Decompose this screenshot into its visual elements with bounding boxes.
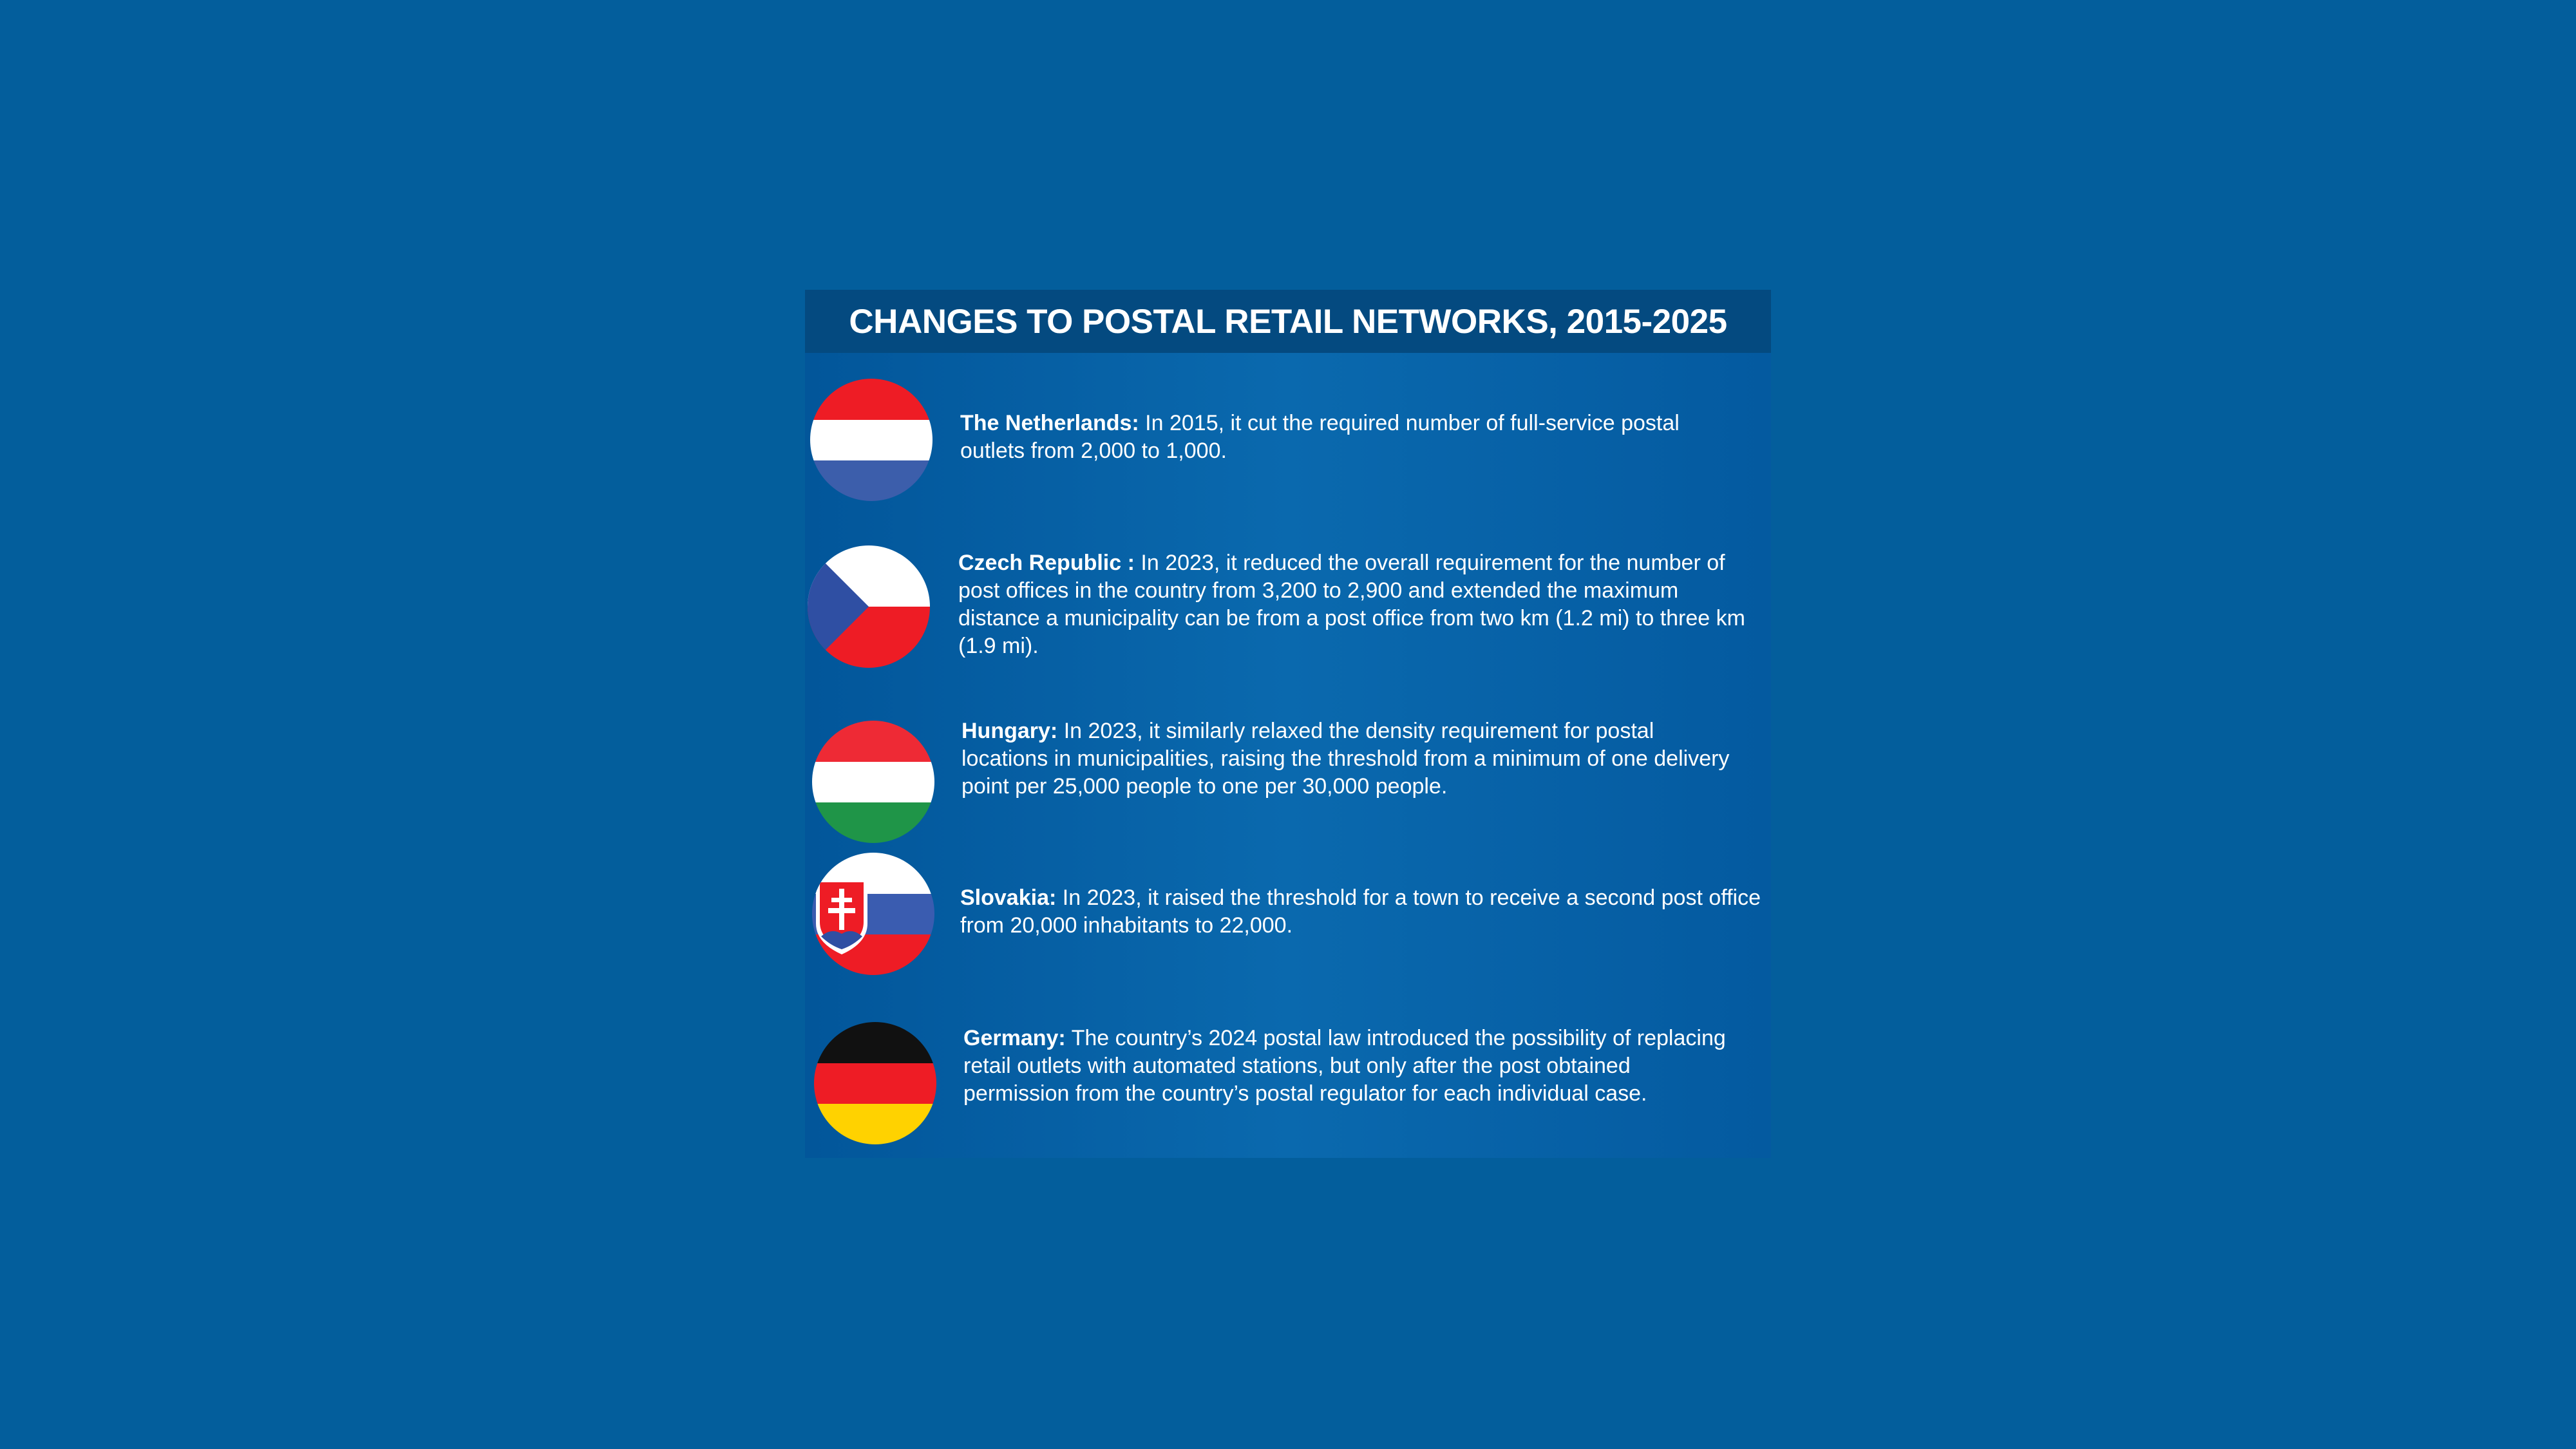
entry-text	[960, 410, 1739, 465]
country-name: The Netherlands:	[960, 411, 1139, 435]
country-name: Czech Republic :	[958, 551, 1135, 575]
czech-flag-icon	[808, 545, 930, 668]
slovakia-flag-icon	[812, 853, 934, 975]
hungary-flag-icon	[812, 721, 934, 843]
entry-description: In 2023, it similarly relaxed the density requirement for postal locations in municipalities, raising the threshold from a minimum of one delivery point per 25,000 people to one per 30,000 people.	[961, 719, 1730, 799]
country-name: Slovakia:	[960, 886, 1057, 910]
entry-text	[958, 549, 1763, 660]
country-name: Hungary:	[961, 719, 1058, 743]
title-bar	[805, 290, 1771, 353]
germany-flag-icon	[814, 1022, 936, 1144]
entry-text	[963, 1025, 1730, 1108]
entry-description: In 2023, it reduced the overall requirement for the number of post offices in the country from 3,200 to 2,900 and extended the maximum distance a municipality can be from a post office from two km (1.2 mi) to three km (1.9 mi).	[958, 551, 1745, 658]
netherlands-flag-icon	[810, 379, 933, 501]
entry-description: In 2023, it raised the threshold for a town to receive a second post office from 20,000 inhabitants to 22,000.	[960, 886, 1761, 938]
postal-changes-card	[805, 290, 1771, 1158]
entry-description: The country’s 2024 postal law introduced the possibility of replacing retail outlets with automated stations, but only after the post obtained permission from the country’s postal regulator for each individual case.	[963, 1026, 1726, 1106]
page-title: CHANGES TO POSTAL RETAIL NETWORKS, 2015-2025	[849, 302, 1727, 341]
entry-text	[960, 884, 1768, 940]
entry-description: In 2015, it cut the required number of full-service postal outlets from 2,000 to 1,000.	[960, 411, 1680, 463]
entry-text	[961, 717, 1744, 800]
country-name: Germany:	[963, 1026, 1066, 1050]
